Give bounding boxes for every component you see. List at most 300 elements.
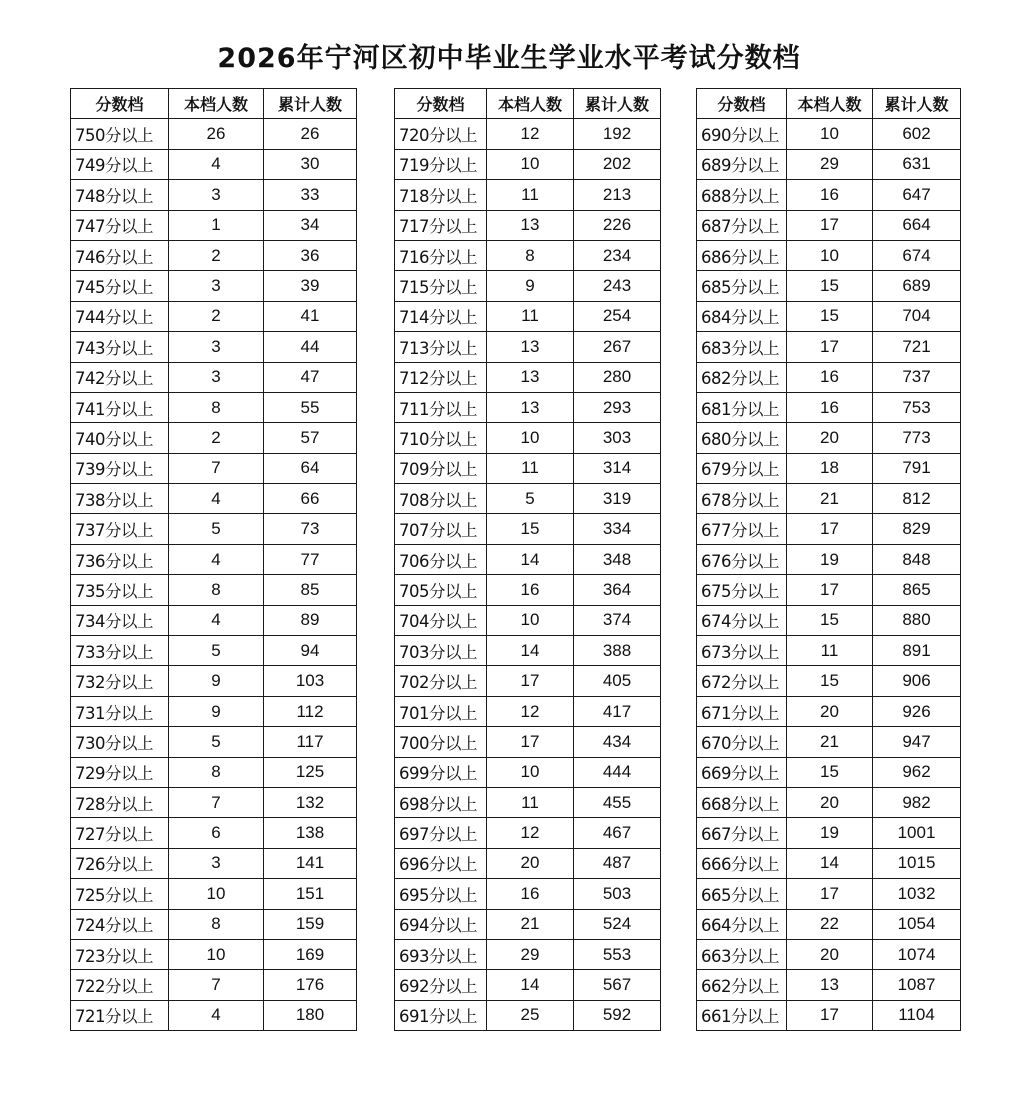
table-row <box>697 210 961 240</box>
table-row <box>697 605 961 635</box>
cumulative-count-cell: 34 <box>264 210 357 240</box>
band-count-cell: 15 <box>787 271 873 301</box>
score-band-cell: 732分以上 <box>71 666 169 696</box>
cumulative-count-cell: 364 <box>574 575 661 605</box>
score-band-cell: 679分以上 <box>697 453 787 483</box>
band-count-cell: 8 <box>169 757 264 787</box>
score-band-cell: 665分以上 <box>697 879 787 909</box>
score-band-cell: 677分以上 <box>697 514 787 544</box>
band-count-cell: 21 <box>487 909 574 939</box>
table-row <box>395 818 661 848</box>
band-count-cell: 10 <box>487 605 574 635</box>
band-count-cell: 10 <box>487 757 574 787</box>
table-row <box>71 484 357 514</box>
score-band-cell: 680分以上 <box>697 423 787 453</box>
cumulative-count-cell: 169 <box>264 939 357 969</box>
score-band-cell: 741分以上 <box>71 392 169 422</box>
table-row <box>71 696 357 726</box>
cumulative-count-cell: 1104 <box>873 1000 961 1030</box>
score-band-cell: 698分以上 <box>395 787 487 817</box>
cumulative-count-cell: 280 <box>574 362 661 392</box>
cumulative-count-cell: 721 <box>873 332 961 362</box>
cumulative-count-cell: 64 <box>264 453 357 483</box>
band-count-cell: 20 <box>787 696 873 726</box>
header-score-band: 分数档 <box>71 89 169 119</box>
table-row <box>395 666 661 696</box>
score-band-cell: 750分以上 <box>71 119 169 149</box>
band-count-cell: 5 <box>169 636 264 666</box>
band-count-cell: 5 <box>169 727 264 757</box>
table-row <box>697 939 961 969</box>
table-row <box>71 1000 357 1030</box>
cumulative-count-cell: 254 <box>574 301 661 331</box>
cumulative-count-cell: 737 <box>873 362 961 392</box>
table-row <box>697 149 961 179</box>
band-count-cell: 11 <box>787 636 873 666</box>
cumulative-count-cell: 674 <box>873 240 961 270</box>
table-row <box>697 1000 961 1030</box>
cumulative-count-cell: 374 <box>574 605 661 635</box>
score-band-cell: 711分以上 <box>395 392 487 422</box>
score-band-cell: 721分以上 <box>71 1000 169 1030</box>
table-row <box>395 575 661 605</box>
cumulative-count-cell: 141 <box>264 848 357 878</box>
table-row <box>697 544 961 574</box>
score-band-cell: 717分以上 <box>395 210 487 240</box>
band-count-cell: 19 <box>787 544 873 574</box>
cumulative-count-cell: 567 <box>574 970 661 1000</box>
band-count-cell: 17 <box>787 332 873 362</box>
cumulative-count-cell: 334 <box>574 514 661 544</box>
band-count-cell: 25 <box>487 1000 574 1030</box>
table-row <box>395 514 661 544</box>
band-count-cell: 11 <box>487 180 574 210</box>
header-cumulative-count: 累计人数 <box>873 89 961 119</box>
cumulative-count-cell: 753 <box>873 392 961 422</box>
band-count-cell: 3 <box>169 180 264 210</box>
band-count-cell: 10 <box>787 240 873 270</box>
band-count-cell: 16 <box>787 180 873 210</box>
score-band-cell: 706分以上 <box>395 544 487 574</box>
cumulative-count-cell: 487 <box>574 848 661 878</box>
cumulative-count-cell: 47 <box>264 362 357 392</box>
score-band-cell: 748分以上 <box>71 180 169 210</box>
header-score-band: 分数档 <box>697 89 787 119</box>
table-row <box>71 970 357 1000</box>
score-table-2 <box>394 88 661 1031</box>
band-count-cell: 13 <box>487 332 574 362</box>
band-count-cell: 17 <box>787 879 873 909</box>
score-band-cell: 669分以上 <box>697 757 787 787</box>
cumulative-count-cell: 85 <box>264 575 357 605</box>
cumulative-count-cell: 125 <box>264 757 357 787</box>
score-band-cell: 690分以上 <box>697 119 787 149</box>
cumulative-count-cell: 689 <box>873 271 961 301</box>
score-band-cell: 743分以上 <box>71 332 169 362</box>
band-count-cell: 9 <box>487 271 574 301</box>
band-count-cell: 3 <box>169 271 264 301</box>
cumulative-count-cell: 192 <box>574 119 661 149</box>
cumulative-count-cell: 94 <box>264 636 357 666</box>
band-count-cell: 13 <box>487 362 574 392</box>
band-count-cell: 11 <box>487 453 574 483</box>
band-count-cell: 17 <box>787 575 873 605</box>
cumulative-count-cell: 117 <box>264 727 357 757</box>
cumulative-count-cell: 848 <box>873 544 961 574</box>
table-row <box>395 696 661 726</box>
cumulative-count-cell: 829 <box>873 514 961 544</box>
table-row <box>71 423 357 453</box>
band-count-cell: 5 <box>487 484 574 514</box>
cumulative-count-cell: 982 <box>873 787 961 817</box>
table-row <box>697 301 961 331</box>
table-row <box>71 575 357 605</box>
table-row <box>697 727 961 757</box>
cumulative-count-cell: 77 <box>264 544 357 574</box>
table-row <box>395 392 661 422</box>
cumulative-count-cell: 664 <box>873 210 961 240</box>
cumulative-count-cell: 1074 <box>873 939 961 969</box>
band-count-cell: 6 <box>169 818 264 848</box>
table-row <box>71 301 357 331</box>
band-count-cell: 13 <box>487 392 574 422</box>
cumulative-count-cell: 30 <box>264 149 357 179</box>
score-band-cell: 737分以上 <box>71 514 169 544</box>
table-row <box>697 240 961 270</box>
table-row <box>697 180 961 210</box>
table-row <box>71 240 357 270</box>
table-row <box>697 818 961 848</box>
band-count-cell: 8 <box>169 392 264 422</box>
cumulative-count-cell: 293 <box>574 392 661 422</box>
cumulative-count-cell: 202 <box>574 149 661 179</box>
table-row <box>395 787 661 817</box>
score-band-cell: 694分以上 <box>395 909 487 939</box>
table-row <box>395 939 661 969</box>
table-row <box>71 787 357 817</box>
table-row <box>71 362 357 392</box>
band-count-cell: 7 <box>169 970 264 1000</box>
band-count-cell: 7 <box>169 453 264 483</box>
table-row <box>71 666 357 696</box>
cumulative-count-cell: 132 <box>264 787 357 817</box>
score-band-cell: 739分以上 <box>71 453 169 483</box>
band-count-cell: 10 <box>169 939 264 969</box>
score-band-cell: 725分以上 <box>71 879 169 909</box>
score-band-cell: 686分以上 <box>697 240 787 270</box>
band-count-cell: 20 <box>487 848 574 878</box>
table-row <box>71 149 357 179</box>
cumulative-count-cell: 55 <box>264 392 357 422</box>
cumulative-count-cell: 41 <box>264 301 357 331</box>
band-count-cell: 17 <box>787 1000 873 1030</box>
table-row <box>395 605 661 635</box>
header-band-count: 本档人数 <box>487 89 574 119</box>
score-band-cell: 709分以上 <box>395 453 487 483</box>
table-row <box>395 271 661 301</box>
band-count-cell: 8 <box>169 575 264 605</box>
cumulative-count-cell: 947 <box>873 727 961 757</box>
cumulative-count-cell: 1001 <box>873 818 961 848</box>
table-row <box>395 879 661 909</box>
table-row <box>71 818 357 848</box>
band-count-cell: 29 <box>487 939 574 969</box>
cumulative-count-cell: 213 <box>574 180 661 210</box>
header-cumulative-count: 累计人数 <box>574 89 661 119</box>
table-row <box>697 484 961 514</box>
cumulative-count-cell: 36 <box>264 240 357 270</box>
band-count-cell: 17 <box>787 514 873 544</box>
cumulative-count-cell: 524 <box>574 909 661 939</box>
table-row <box>71 727 357 757</box>
cumulative-count-cell: 503 <box>574 879 661 909</box>
cumulative-count-cell: 1015 <box>873 848 961 878</box>
cumulative-count-cell: 303 <box>574 423 661 453</box>
table-row <box>395 119 661 149</box>
cumulative-count-cell: 234 <box>574 240 661 270</box>
table-row <box>697 423 961 453</box>
table-row <box>395 848 661 878</box>
score-band-cell: 738分以上 <box>71 484 169 514</box>
cumulative-count-cell: 348 <box>574 544 661 574</box>
cumulative-count-cell: 314 <box>574 453 661 483</box>
band-count-cell: 8 <box>487 240 574 270</box>
table-row <box>71 271 357 301</box>
score-band-cell: 716分以上 <box>395 240 487 270</box>
score-band-cell: 668分以上 <box>697 787 787 817</box>
score-band-cell: 719分以上 <box>395 149 487 179</box>
score-band-cell: 693分以上 <box>395 939 487 969</box>
score-band-cell: 681分以上 <box>697 392 787 422</box>
table-row <box>71 636 357 666</box>
score-band-cell: 734分以上 <box>71 605 169 635</box>
band-count-cell: 12 <box>487 696 574 726</box>
band-count-cell: 14 <box>487 636 574 666</box>
table-row <box>697 879 961 909</box>
table-row <box>71 392 357 422</box>
band-count-cell: 21 <box>787 484 873 514</box>
band-count-cell: 2 <box>169 423 264 453</box>
score-band-cell: 688分以上 <box>697 180 787 210</box>
score-band-cell: 712分以上 <box>395 362 487 392</box>
band-count-cell: 11 <box>487 787 574 817</box>
score-band-cell: 697分以上 <box>395 818 487 848</box>
band-count-cell: 7 <box>169 787 264 817</box>
score-band-cell: 676分以上 <box>697 544 787 574</box>
score-band-cell: 700分以上 <box>395 727 487 757</box>
table-row <box>71 605 357 635</box>
cumulative-count-cell: 405 <box>574 666 661 696</box>
score-band-cell: 696分以上 <box>395 848 487 878</box>
cumulative-count-cell: 631 <box>873 149 961 179</box>
table-row <box>395 636 661 666</box>
header-cumulative-count: 累计人数 <box>264 89 357 119</box>
cumulative-count-cell: 226 <box>574 210 661 240</box>
cumulative-count-cell: 812 <box>873 484 961 514</box>
cumulative-count-cell: 176 <box>264 970 357 1000</box>
band-count-cell: 16 <box>487 575 574 605</box>
band-count-cell: 20 <box>787 939 873 969</box>
table-row <box>395 484 661 514</box>
cumulative-count-cell: 906 <box>873 666 961 696</box>
cumulative-count-cell: 26 <box>264 119 357 149</box>
cumulative-count-cell: 138 <box>264 818 357 848</box>
table-row <box>697 970 961 1000</box>
band-count-cell: 29 <box>787 149 873 179</box>
score-band-cell: 702分以上 <box>395 666 487 696</box>
table-row <box>71 210 357 240</box>
cumulative-count-cell: 44 <box>264 332 357 362</box>
score-band-cell: 714分以上 <box>395 301 487 331</box>
cumulative-count-cell: 1032 <box>873 879 961 909</box>
band-count-cell: 1 <box>169 210 264 240</box>
cumulative-count-cell: 39 <box>264 271 357 301</box>
score-band-cell: 666分以上 <box>697 848 787 878</box>
score-band-cell: 731分以上 <box>71 696 169 726</box>
table-row <box>395 149 661 179</box>
band-count-cell: 4 <box>169 544 264 574</box>
cumulative-count-cell: 553 <box>574 939 661 969</box>
table-row <box>395 970 661 1000</box>
cumulative-count-cell: 647 <box>873 180 961 210</box>
table-row <box>395 453 661 483</box>
table-row <box>697 757 961 787</box>
band-count-cell: 15 <box>787 301 873 331</box>
score-band-cell: 726分以上 <box>71 848 169 878</box>
table-row <box>395 301 661 331</box>
score-band-cell: 667分以上 <box>697 818 787 848</box>
cumulative-count-cell: 791 <box>873 453 961 483</box>
table-header-row <box>697 89 961 119</box>
score-band-cell: 675分以上 <box>697 575 787 605</box>
table-row <box>71 453 357 483</box>
score-band-cell: 746分以上 <box>71 240 169 270</box>
table-row <box>697 575 961 605</box>
score-band-cell: 724分以上 <box>71 909 169 939</box>
score-table-1 <box>70 88 357 1031</box>
band-count-cell: 15 <box>787 666 873 696</box>
band-count-cell: 14 <box>487 970 574 1000</box>
score-band-cell: 691分以上 <box>395 1000 487 1030</box>
table-row <box>395 210 661 240</box>
table-row <box>697 332 961 362</box>
band-count-cell: 18 <box>787 453 873 483</box>
band-count-cell: 16 <box>487 879 574 909</box>
table-row <box>71 514 357 544</box>
band-count-cell: 2 <box>169 301 264 331</box>
band-count-cell: 16 <box>787 362 873 392</box>
table-row <box>697 848 961 878</box>
score-band-cell: 672分以上 <box>697 666 787 696</box>
table-header-row <box>395 89 661 119</box>
cumulative-count-cell: 592 <box>574 1000 661 1030</box>
band-count-cell: 15 <box>787 757 873 787</box>
table-row <box>697 392 961 422</box>
cumulative-count-cell: 103 <box>264 666 357 696</box>
cumulative-count-cell: 180 <box>264 1000 357 1030</box>
band-count-cell: 5 <box>169 514 264 544</box>
header-score-band: 分数档 <box>395 89 487 119</box>
table-row <box>697 696 961 726</box>
score-band-cell: 730分以上 <box>71 727 169 757</box>
band-count-cell: 2 <box>169 240 264 270</box>
score-band-cell: 662分以上 <box>697 970 787 1000</box>
table-header-row <box>71 89 357 119</box>
band-count-cell: 3 <box>169 362 264 392</box>
band-count-cell: 15 <box>787 605 873 635</box>
score-band-cell: 727分以上 <box>71 818 169 848</box>
band-count-cell: 11 <box>487 301 574 331</box>
band-count-cell: 19 <box>787 818 873 848</box>
table-row <box>71 848 357 878</box>
band-count-cell: 16 <box>787 392 873 422</box>
cumulative-count-cell: 89 <box>264 605 357 635</box>
band-count-cell: 8 <box>169 909 264 939</box>
score-band-cell: 710分以上 <box>395 423 487 453</box>
table-row <box>395 362 661 392</box>
score-band-cell: 705分以上 <box>395 575 487 605</box>
band-count-cell: 10 <box>487 423 574 453</box>
table-row <box>71 180 357 210</box>
table-row <box>395 423 661 453</box>
table-row <box>71 544 357 574</box>
cumulative-count-cell: 112 <box>264 696 357 726</box>
table-row <box>395 727 661 757</box>
score-band-cell: 661分以上 <box>697 1000 787 1030</box>
cumulative-count-cell: 319 <box>574 484 661 514</box>
cumulative-count-cell: 66 <box>264 484 357 514</box>
score-band-cell: 744分以上 <box>71 301 169 331</box>
cumulative-count-cell: 880 <box>873 605 961 635</box>
score-band-cell: 729分以上 <box>71 757 169 787</box>
cumulative-count-cell: 444 <box>574 757 661 787</box>
band-count-cell: 26 <box>169 119 264 149</box>
score-band-cell: 689分以上 <box>697 149 787 179</box>
cumulative-count-cell: 704 <box>873 301 961 331</box>
cumulative-count-cell: 243 <box>574 271 661 301</box>
band-count-cell: 9 <box>169 696 264 726</box>
score-band-cell: 695分以上 <box>395 879 487 909</box>
score-band-cell: 683分以上 <box>697 332 787 362</box>
cumulative-count-cell: 962 <box>873 757 961 787</box>
score-band-cell: 708分以上 <box>395 484 487 514</box>
score-band-cell: 678分以上 <box>697 484 787 514</box>
band-count-cell: 14 <box>787 848 873 878</box>
table-row <box>71 909 357 939</box>
score-band-cell: 692分以上 <box>395 970 487 1000</box>
band-count-cell: 10 <box>787 119 873 149</box>
page-title: 2026年宁河区初中毕业生学业水平考试分数档 <box>217 43 801 74</box>
cumulative-count-cell: 267 <box>574 332 661 362</box>
band-count-cell: 15 <box>487 514 574 544</box>
band-count-cell: 9 <box>169 666 264 696</box>
score-band-cell: 740分以上 <box>71 423 169 453</box>
band-count-cell: 13 <box>787 970 873 1000</box>
band-count-cell: 4 <box>169 1000 264 1030</box>
score-band-cell: 733分以上 <box>71 636 169 666</box>
cumulative-count-cell: 73 <box>264 514 357 544</box>
score-band-cell: 699分以上 <box>395 757 487 787</box>
cumulative-count-cell: 1054 <box>873 909 961 939</box>
band-count-cell: 3 <box>169 848 264 878</box>
table-row <box>395 544 661 574</box>
score-band-cell: 718分以上 <box>395 180 487 210</box>
score-band-cell: 684分以上 <box>697 301 787 331</box>
score-band-cell: 747分以上 <box>71 210 169 240</box>
table-row <box>71 879 357 909</box>
band-count-cell: 20 <box>787 423 873 453</box>
table-row <box>697 787 961 817</box>
